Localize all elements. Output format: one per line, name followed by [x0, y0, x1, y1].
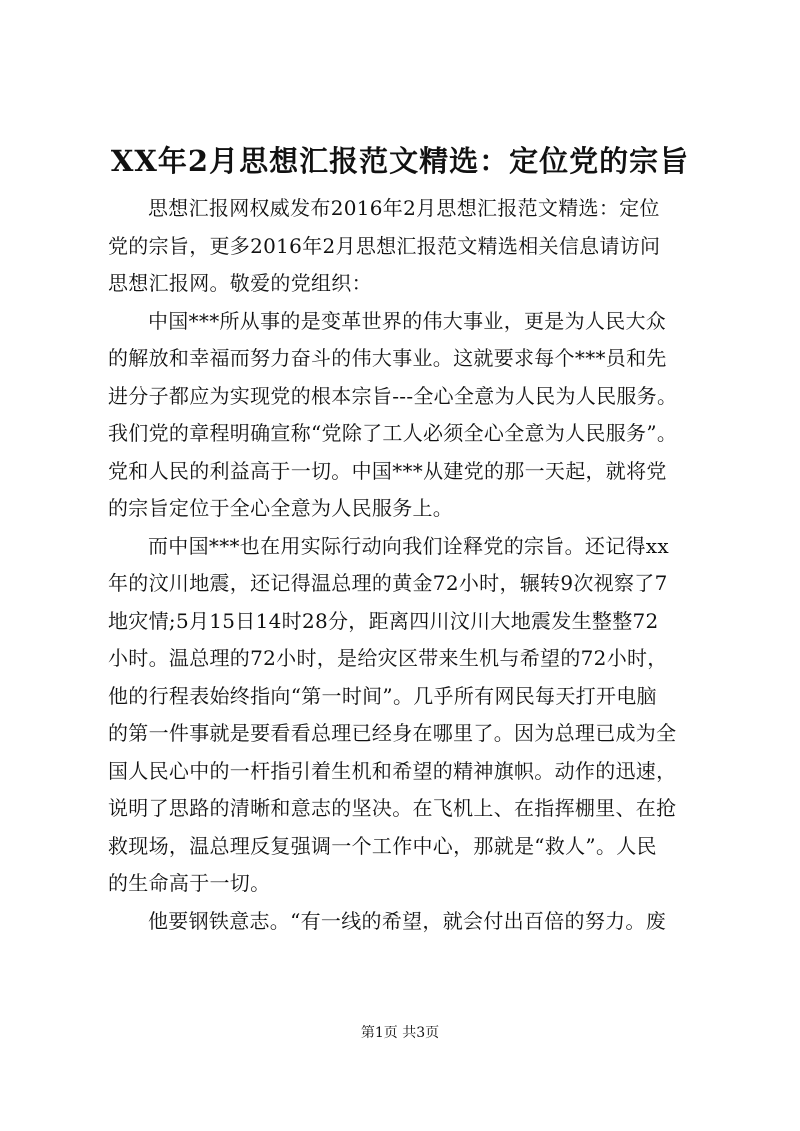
text-line: 的解放和幸福而努力奋斗的伟大事业。这就要求每个***员和先: [108, 346, 667, 370]
text-line: 思想汇报网权威发布2016年2月思想汇报范文精选：定位: [148, 196, 660, 220]
text-line: 他要钢铁意志。“有一线的希望，就会付出百倍的努力。废: [148, 908, 667, 933]
text-line: 说明了思路的清晰和意志的坚决。在飞机上、在指挥棚里、在抢: [108, 796, 677, 820]
paragraph-iron-will: [108, 903, 708, 941]
text-line: 而中国***也在用实际行动向我们诠释党的宗旨。还记得xx: [148, 533, 669, 558]
text-line: 的第一件事就是要看看总理已经身在哪里了。因为总理已成为全: [108, 721, 677, 745]
text-line: 进分子都应为实现党的根本宗旨---全心全意为人民为人民服务。: [108, 383, 678, 408]
paragraph-intro: [108, 190, 708, 303]
text-line: 思想汇报网。敬爱的党组织：: [108, 271, 372, 295]
document-body: [108, 190, 708, 940]
text-line: 年的汶川地震，还记得温总理的黄金72小时，辗转9次视察了7: [108, 571, 668, 595]
text-line: 的宗旨定位于全心全意为人民服务上。: [108, 496, 454, 520]
text-line: 地灾情;5月15日14时28分，距离四川汶川大地震发生整整72: [108, 608, 659, 633]
text-line: 我们党的章程明确宣称“党除了工人必须全心全意为人民服务”。: [108, 421, 678, 445]
text-line: 党的宗旨，更多2016年2月思想汇报范文精选相关信息请访问: [108, 233, 661, 258]
text-line: 的生命高于一切。: [108, 871, 271, 895]
paragraph-wenchuan: [108, 528, 708, 903]
text-line: 小时。温总理的72小时，是给灾区带来生机与希望的72小时，: [108, 646, 668, 670]
text-line: 救现场，温总理反复强调一个工作中心，那就是“救人”。人民: [108, 833, 657, 858]
text-line: 党和人民的利益高于一切。中国***从建党的那一天起，就将党: [108, 458, 667, 483]
document-title: XX年2月思想汇报范文精选：定位党的宗旨: [110, 144, 690, 178]
paragraph-party-purpose: [108, 303, 708, 528]
text-line: 中国***所从事的是变革世界的伟大事业，更是为人民大众: [148, 308, 667, 333]
text-line: 他的行程表始终指向“第一时间”。几乎所有网民每天打开电脑: [108, 683, 657, 708]
page-footer: 第1页 共3页: [360, 1025, 440, 1041]
text-line: 国人民心中的一杆指引着生机和希望的精神旗帜。动作的迅速，: [108, 758, 677, 783]
